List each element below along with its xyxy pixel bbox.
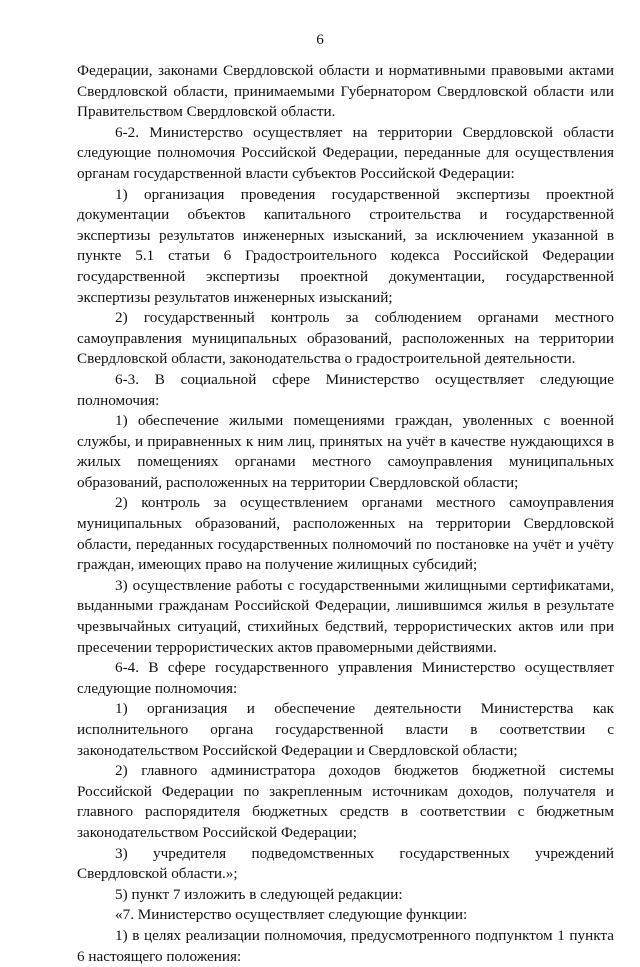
paragraph: 6-2. Министерство осуществляет на территории Свердловской области следующие полномочия Российской Федерации, переданные для осуществления органам государственной власти субъектов Российской Федерации: [77, 123, 614, 182]
paragraph: Федерации, законами Свердловской области и нормативными правовыми актами Свердловской области, принимаемыми Губернатором Свердловской области или Правительством Свердловской области. [77, 62, 614, 121]
paragraph: 6-4. В сфере государственного управления Министерство осуществляет следующие полномочия: [77, 659, 614, 697]
document-body [77, 61, 614, 967]
page-number: 6 [316, 31, 324, 48]
paragraph: 1) организация и обеспечение деятельности Министерства как исполнительного органа государственной власти в соответствии с законодательством Российской Федерации и Свердловской области; [77, 700, 614, 759]
paragraph: 1) в целях реализации полномочия, предусмотренного подпунктом 1 пункта 6 настоящего положения: [77, 926, 614, 965]
paragraph: 1) обеспечение жилыми помещениями граждан, уволенных с военной службы, и приравненных к ним лиц, принятых на учёт в качестве нуждающихся в жилых помещениях органами местного самоуправления муниципальных образований, расположенных на территории Свердловской области; [77, 412, 614, 491]
paragraph: 6-3. В социальной сфере Министерство осуществляет следующие полномочия: [77, 370, 614, 409]
paragraph: 2) главного администратора доходов бюджетов бюджетной системы Российской Федерации по закрепленным источникам доходов, получателя и главного распорядителя бюджетных средств в соответствии с бюджетным законодательством Российской Федерации; [77, 762, 614, 841]
paragraph: 3) учредителя подведомственных государственных учреждений Свердловской области.»; [77, 844, 614, 883]
paragraph: 3) осуществление работы с государственными жилищными сертификатами, выданными гражданам Российской Федерации, лишившимся жилья в результате чрезвычайных ситуаций, стихийных бедствий, террористических актов или при пресечении террористических актов правомерными действиями. [77, 576, 614, 656]
paragraph: 1) организация проведения государственной экспертизы проектной документации объектов капитального строительства и государственной экспертизы результатов инженерных изысканий, за исключением указанной в пункте 5.1 статьи 6 Градостроительного кодекса Российской Федерации государственной экспертизы проектной документации, государственной экспертизы результатов инженерных изысканий; [77, 185, 614, 306]
paragraph: 2) контроль за осуществлением органами местного самоуправления муниципальных образований, расположенных на территории Свердловской области, переданных государственных полномочий по постановке на учёт и учёту граждан, имеющих право на получение жилищных субсидий; [77, 494, 614, 574]
paragraph: 2) государственный контроль за соблюдением органами местного самоуправления муниципальных образований, расположенных на территории Свердловской области, законодательства о градостроительной деятельности. [77, 309, 614, 368]
paragraph: «7. Министерство осуществляет следующие функции: [115, 906, 468, 924]
paragraph: 5) пункт 7 изложить в следующей редакции: [115, 885, 403, 903]
